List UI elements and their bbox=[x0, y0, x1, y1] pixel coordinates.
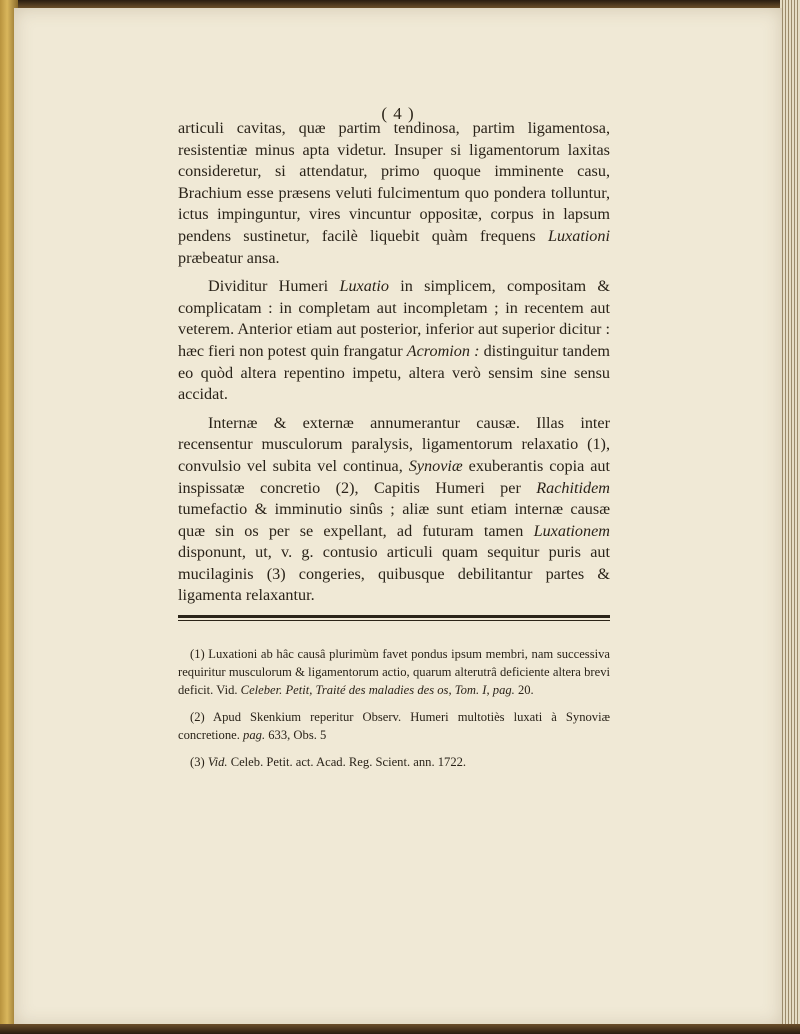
footnote-2-text: (2) Apud Skenkium reperitur Observ. Humeri multotiès luxati à Synoviæ concretione. bbox=[178, 710, 610, 742]
book-page-edges-right bbox=[780, 0, 800, 1034]
footnote-2 bbox=[178, 708, 610, 744]
paragraph-2 bbox=[178, 276, 610, 406]
paragraph-2-pre: Dividitur Humeri bbox=[208, 277, 340, 296]
paragraph-3 bbox=[178, 413, 610, 607]
paragraph-1-tail: præbeatur ansa. bbox=[178, 248, 280, 267]
paragraph-3-italic: Synoviæ bbox=[408, 456, 463, 475]
paragraph-1-text: articuli cavitas, quæ partim tendinosa, partim ligamentosa, resistentiæ minus apta videtur. Insuper si ligamentorum laxitas consideretur, si attendatur, primo quoque imminente casu, Brachium esse præsens veluti fulcimentum quo pondera tolluntur, ictus impinguntur, vires vincuntur oppositæ, corpus in lapsum pendens sustinetur, facilè liquebit quàm frequens bbox=[178, 119, 610, 245]
footnote-2-italic: pag. bbox=[243, 728, 266, 742]
book-top-edge bbox=[0, 0, 800, 8]
paragraph-3-tail-2: disponunt, ut, v. g. contusio articuli quam sequitur puris aut mucilaginis (3) congeries, quibusque debilitantur partes & ligamenta relaxantur. bbox=[178, 543, 610, 605]
paragraph-2-italic: Luxatio bbox=[339, 277, 389, 296]
footnote-1 bbox=[178, 645, 610, 699]
main-text bbox=[178, 118, 610, 607]
paragraph-1-italic: Luxationi bbox=[547, 226, 610, 245]
footnote-1-tail: 20. bbox=[514, 683, 534, 697]
paragraph-2-text: in simplicem, compositam & complicatam : in completam aut incompletam ; in recentem aut veterem. Anterior etiam aut posterior, inferior aut superior dicitur : hæc fieri non potest quin frangatur bbox=[178, 277, 610, 360]
paragraph-3-text: exuberantis copia aut inspissatæ concretio (2), Capitis Humeri per bbox=[178, 456, 610, 497]
paragraph-3-tail: tumefactio & imminutio sinûs ; aliæ sunt etiam internæ causæ quæ sin os per se expellant, ad futuram tamen bbox=[178, 500, 610, 540]
footnote-1-italic: Celeber. Petit, Traité des maladies des os, Tom. I, pag. bbox=[240, 683, 515, 697]
footnote-2-tail: 633, Obs. 5 bbox=[265, 728, 327, 742]
footnotes bbox=[178, 645, 610, 780]
footnote-separator-thick bbox=[178, 615, 610, 618]
paragraph-3-italic-2: Rachitidem bbox=[536, 478, 610, 497]
footnote-3 bbox=[178, 753, 610, 771]
paragraph-3-pre: Internæ & externæ annumerantur causæ. Illas inter recensentur musculorum paralysis, ligamentorum relaxatio (1), convulsio vel subita vel continua, bbox=[178, 413, 610, 475]
footnote-3-text: (3) bbox=[190, 755, 208, 769]
page-number: ( 4 ) bbox=[381, 104, 415, 123]
paragraph-3-italic-3: Luxationem bbox=[533, 521, 610, 540]
paragraph-1 bbox=[178, 118, 610, 269]
book-bottom-edge bbox=[0, 1024, 800, 1034]
footnote-separator-thin bbox=[178, 620, 610, 621]
footnote-3-italic: Vid. bbox=[207, 755, 228, 769]
footnote-3-tail: Celeb. Petit. act. Acad. Reg. Scient. ann. 1722. bbox=[227, 755, 467, 769]
paragraph-2-tail: distinguitur tandem eo quòd altera repentino impetu, altera verò sensim sine sensu accidat. bbox=[178, 341, 610, 404]
footnote-1-text: (1) Luxationi ab hâc causâ plurimùm favet pondus ipsum membri, nam successiva requiritur musculorum & ligamentorum actio, quarum alterutrâ deficiente altera brevi deficit. Vid. bbox=[178, 647, 610, 697]
paragraph-2-italic-2: Acromion : bbox=[406, 341, 480, 360]
